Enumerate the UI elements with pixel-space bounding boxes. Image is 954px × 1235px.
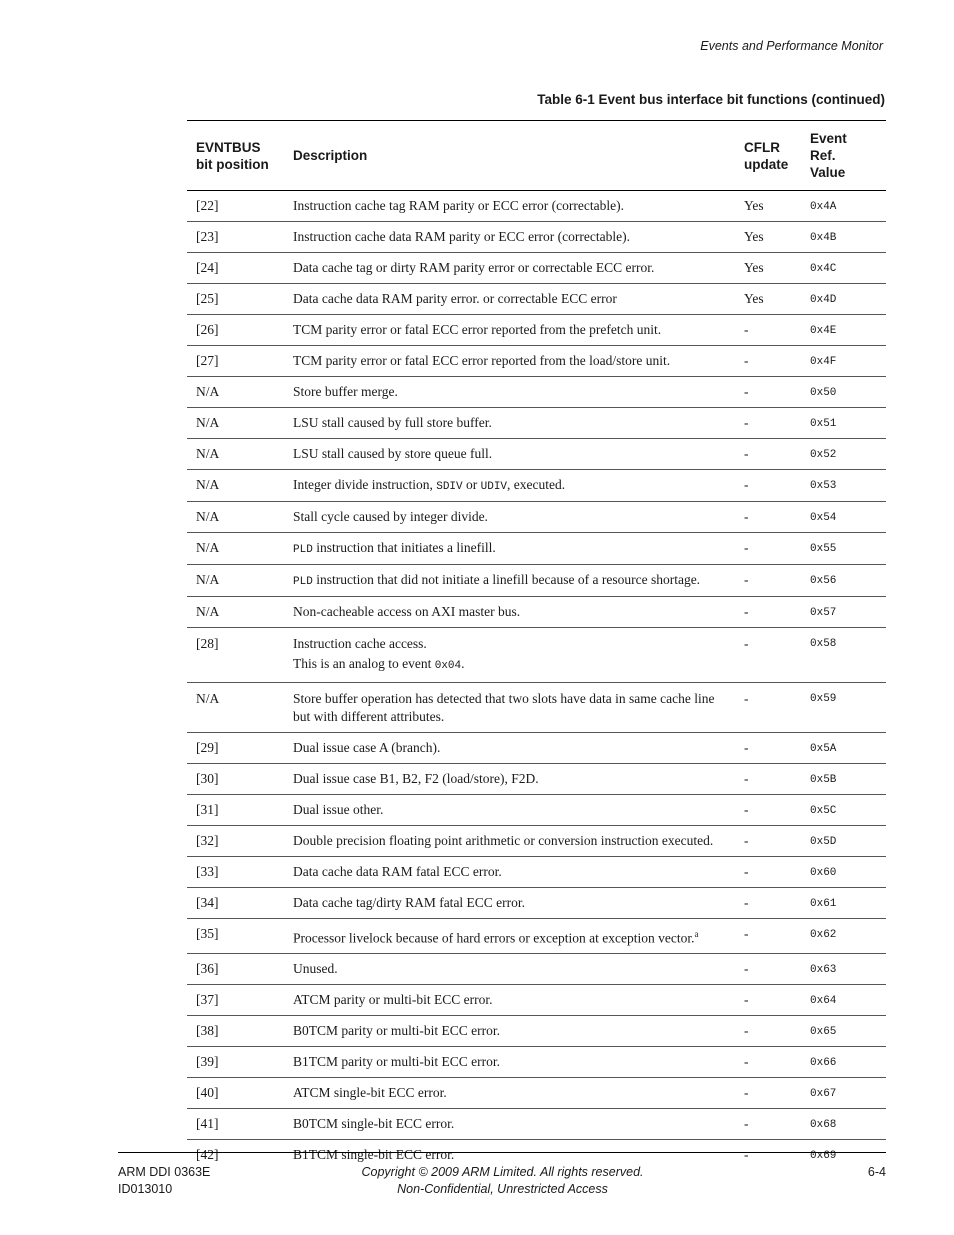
table-row — [187, 191, 886, 222]
table-row — [187, 533, 886, 565]
cell-cflr: - — [735, 346, 801, 377]
description-text: Instruction cache access. — [293, 636, 427, 651]
description-second-line — [293, 655, 731, 675]
instruction-code: PLD — [293, 544, 313, 556]
cell-cflr: - — [735, 888, 801, 919]
cell-position: N/A — [187, 408, 284, 439]
column-header-position-line2: bit position — [196, 156, 269, 172]
cell-position: [36] — [187, 953, 284, 984]
cell-description — [284, 533, 735, 565]
cell-cflr: - — [744, 1146, 749, 1162]
cell-event-value: 0x58 — [801, 628, 886, 683]
table-row — [187, 408, 886, 439]
cell-description: LSU stall caused by store queue full. — [284, 439, 735, 470]
cell-cflr: - — [735, 597, 801, 628]
column-header-event-line3: Value — [810, 165, 846, 180]
table-row — [187, 565, 886, 597]
column-header-event-line2: Ref. — [810, 148, 836, 163]
cell-position: [40] — [187, 1077, 284, 1108]
event-code: 0x04 — [434, 660, 462, 672]
column-header-position-line1: EVNTBUS — [196, 139, 261, 155]
cell-cflr: - — [735, 984, 801, 1015]
cell-description: ATCM single-bit ECC error. — [284, 1077, 735, 1108]
cell-event-value: 0x60 — [801, 857, 886, 888]
cell-description — [284, 565, 735, 597]
table-row — [187, 284, 886, 315]
table-row — [187, 315, 886, 346]
table-row — [187, 683, 886, 733]
column-header-event-value — [801, 121, 886, 191]
cell-event-value: 0x59 — [801, 683, 886, 733]
cell-description: LSU stall caused by full store buffer. — [284, 408, 735, 439]
cell-position: [25] — [187, 284, 284, 315]
cell-cflr: - — [735, 315, 801, 346]
table-row — [187, 1015, 886, 1046]
cell-event-value: 0x4F — [801, 346, 886, 377]
instruction-code: PLD — [293, 576, 313, 588]
table-row — [187, 919, 886, 954]
instruction-code: UDIV — [480, 481, 508, 493]
cell-event-value: 0x4C — [801, 253, 886, 284]
table-row — [187, 222, 886, 253]
cell-event-value: 0x5B — [801, 764, 886, 795]
cell-event-value: 0x68 — [801, 1108, 886, 1139]
cell-cflr: - — [735, 795, 801, 826]
table-row — [187, 1108, 886, 1139]
cell-cflr: - — [735, 1077, 801, 1108]
cell-cflr: - — [735, 565, 801, 597]
description-text: instruction that initiates a linefill. — [312, 540, 496, 555]
cell-event-value: 0x50 — [801, 377, 886, 408]
cell-event-value: 0x52 — [801, 439, 886, 470]
cell-description — [284, 628, 735, 683]
cell-description: Double precision floating point arithmetic or conversion instruction executed. — [284, 826, 735, 857]
cell-position: [27] — [187, 346, 284, 377]
table-row — [187, 826, 886, 857]
description-text: or — [462, 477, 481, 492]
table-row — [187, 439, 886, 470]
cell-event-value: 0x66 — [801, 1046, 886, 1077]
table-row — [187, 857, 886, 888]
cell-event-value: 0x62 — [801, 919, 886, 954]
cell-cflr: Yes — [735, 191, 801, 222]
cell-event-value: 0x67 — [801, 1077, 886, 1108]
table-row — [187, 1046, 886, 1077]
cell-description — [284, 470, 735, 502]
table-title: Table 6-1 Event bus interface bit functions (continued) — [537, 92, 885, 107]
table-row — [187, 888, 886, 919]
cell-position: [39] — [187, 1046, 284, 1077]
cell-cflr: - — [735, 1108, 801, 1139]
cell-description: ATCM parity or multi-bit ECC error. — [284, 984, 735, 1015]
table-row — [187, 253, 886, 284]
cell-position: [38] — [187, 1015, 284, 1046]
footer-copyright-block — [310, 1164, 695, 1198]
cell-position: N/A — [187, 683, 284, 733]
cell-cflr: - — [735, 764, 801, 795]
cell-description: B1TCM single-bit ECC error. — [293, 1146, 455, 1162]
cell-event-value: 0x54 — [801, 502, 886, 533]
cell-position: [24] — [187, 253, 284, 284]
cell-description: B0TCM parity or multi-bit ECC error. — [284, 1015, 735, 1046]
cell-description: Data cache tag/dirty RAM fatal ECC error. — [284, 888, 735, 919]
description-text: . — [461, 656, 465, 671]
cell-cflr: - — [735, 470, 801, 502]
cell-event-value: 0x55 — [801, 533, 886, 565]
table-row — [187, 628, 886, 683]
footer-divider — [118, 1152, 886, 1153]
cell-cflr: - — [735, 408, 801, 439]
cell-event-value: 0x4D — [801, 284, 886, 315]
description-text: instruction that did not initiate a linefill because of a resource shortage. — [312, 572, 701, 587]
footer-access: Non-Confidential, Unrestricted Access — [397, 1182, 608, 1196]
cell-cflr: - — [735, 683, 801, 733]
table-header-row — [187, 121, 886, 191]
cell-event-value: 0x4A — [801, 191, 886, 222]
cell-position: [34] — [187, 888, 284, 919]
cell-description: Dual issue case A (branch). — [284, 733, 735, 764]
cell-position: [42] — [196, 1146, 219, 1162]
cell-cflr: Yes — [735, 253, 801, 284]
footer-page-number: 6-4 — [867, 1165, 886, 1179]
cell-position: [35] — [187, 919, 284, 954]
column-header-cflr — [735, 121, 801, 191]
table-row — [187, 733, 886, 764]
cell-event-value: 0x4B — [801, 222, 886, 253]
cell-position: [33] — [187, 857, 284, 888]
cell-description: Store buffer operation has detected that two slots have data in same cache line but with different attributes. — [284, 683, 735, 733]
cell-cflr: - — [735, 533, 801, 565]
cell-event-value: 0x57 — [801, 597, 886, 628]
footer-document-ids — [118, 1164, 210, 1198]
footer-issue-id: ID013010 — [118, 1182, 173, 1196]
cell-position: N/A — [187, 439, 284, 470]
column-header-cflr-line2: update — [744, 156, 789, 172]
cell-cflr: - — [735, 1046, 801, 1077]
table-row — [187, 597, 886, 628]
cell-description: Non-cacheable access on AXI master bus. — [284, 597, 735, 628]
cell-event-value: 0x61 — [801, 888, 886, 919]
cell-position: [31] — [187, 795, 284, 826]
footer-copyright: Copyright © 2009 ARM Limited. All rights reserved. — [361, 1165, 644, 1179]
cell-description: Data cache data RAM parity error. or correctable ECC error — [284, 284, 735, 315]
description-text: Integer divide instruction, — [293, 477, 437, 492]
cell-position: N/A — [187, 502, 284, 533]
cell-event-value: 0x64 — [801, 984, 886, 1015]
cell-event-value: 0x5A — [801, 733, 886, 764]
description-text: Processor livelock because of hard errors or exception at exception vector. — [293, 930, 695, 946]
cell-description: Dual issue other. — [284, 795, 735, 826]
description-text: This is an analog to event — [293, 656, 435, 671]
column-header-event-line1: Event — [810, 131, 847, 146]
cell-event-value: 0x51 — [801, 408, 886, 439]
cell-cflr: - — [735, 919, 801, 954]
table-row — [187, 795, 886, 826]
table-row — [187, 377, 886, 408]
column-header-cflr-line1: CFLR — [744, 139, 780, 155]
cell-event-value: 0x5C — [801, 795, 886, 826]
running-header: Events and Performance Monitor — [700, 39, 883, 53]
cell-cflr: - — [735, 1015, 801, 1046]
table-row — [187, 1077, 886, 1108]
cell-cflr: Yes — [735, 284, 801, 315]
footer-doc-id: ARM DDI 0363E — [118, 1165, 211, 1179]
cell-position: [41] — [187, 1108, 284, 1139]
cell-position: [29] — [187, 733, 284, 764]
table-row — [187, 764, 886, 795]
cell-position: N/A — [187, 470, 284, 502]
cell-description: Instruction cache tag RAM parity or ECC error (correctable). — [284, 191, 735, 222]
table-row — [187, 984, 886, 1015]
cell-description: Stall cycle caused by integer divide. — [284, 502, 735, 533]
cell-cflr: - — [735, 857, 801, 888]
cell-description: Data cache data RAM fatal ECC error. — [284, 857, 735, 888]
cell-event-value: 0x53 — [801, 470, 886, 502]
cell-position: N/A — [187, 377, 284, 408]
cell-cflr: - — [735, 628, 801, 683]
cell-description: Instruction cache data RAM parity or ECC error (correctable). — [284, 222, 735, 253]
cell-cflr: - — [735, 502, 801, 533]
cell-position: N/A — [187, 533, 284, 565]
cell-event-value: 0x4E — [801, 315, 886, 346]
event-bus-table — [187, 120, 886, 1170]
cell-cflr: - — [735, 439, 801, 470]
table-row — [187, 470, 886, 502]
event-bus-table-container — [187, 120, 886, 1170]
cell-position: [30] — [187, 764, 284, 795]
cell-description: Unused. — [284, 953, 735, 984]
table-row — [187, 346, 886, 377]
cell-position: [28] — [187, 628, 284, 683]
cell-cflr: - — [735, 733, 801, 764]
cell-cflr: - — [735, 953, 801, 984]
column-header-description: Description — [284, 121, 735, 191]
cell-cflr: - — [735, 377, 801, 408]
cell-position: [37] — [187, 984, 284, 1015]
cell-event-value: 0x5D — [801, 826, 886, 857]
cell-position: N/A — [187, 597, 284, 628]
cell-description: TCM parity error or fatal ECC error reported from the load/store unit. — [284, 346, 735, 377]
cell-cflr: Yes — [735, 222, 801, 253]
cell-event-value: 0x56 — [801, 565, 886, 597]
cell-event-value: 0x69 — [810, 1149, 837, 1162]
column-header-position — [187, 121, 284, 191]
table-row — [187, 953, 886, 984]
cell-description: B1TCM parity or multi-bit ECC error. — [284, 1046, 735, 1077]
cell-position: [23] — [187, 222, 284, 253]
cell-event-value: 0x63 — [801, 953, 886, 984]
cell-position: [32] — [187, 826, 284, 857]
cell-description — [284, 919, 735, 954]
instruction-code: SDIV — [436, 481, 463, 493]
cell-description: Data cache tag or dirty RAM parity error or correctable ECC error. — [284, 253, 735, 284]
cell-description: TCM parity error or fatal ECC error reported from the prefetch unit. — [284, 315, 735, 346]
cell-position: N/A — [187, 565, 284, 597]
cell-description: B0TCM single-bit ECC error. — [284, 1108, 735, 1139]
cell-event-value: 0x65 — [801, 1015, 886, 1046]
cell-description: Store buffer merge. — [284, 377, 735, 408]
cell-cflr: - — [735, 826, 801, 857]
description-text: , executed. — [507, 477, 566, 492]
table-row — [187, 502, 886, 533]
footnote-marker: a — [694, 929, 699, 939]
cell-description: Dual issue case B1, B2, F2 (load/store), F2D. — [284, 764, 735, 795]
cell-position: [22] — [187, 191, 284, 222]
cell-position: [26] — [187, 315, 284, 346]
